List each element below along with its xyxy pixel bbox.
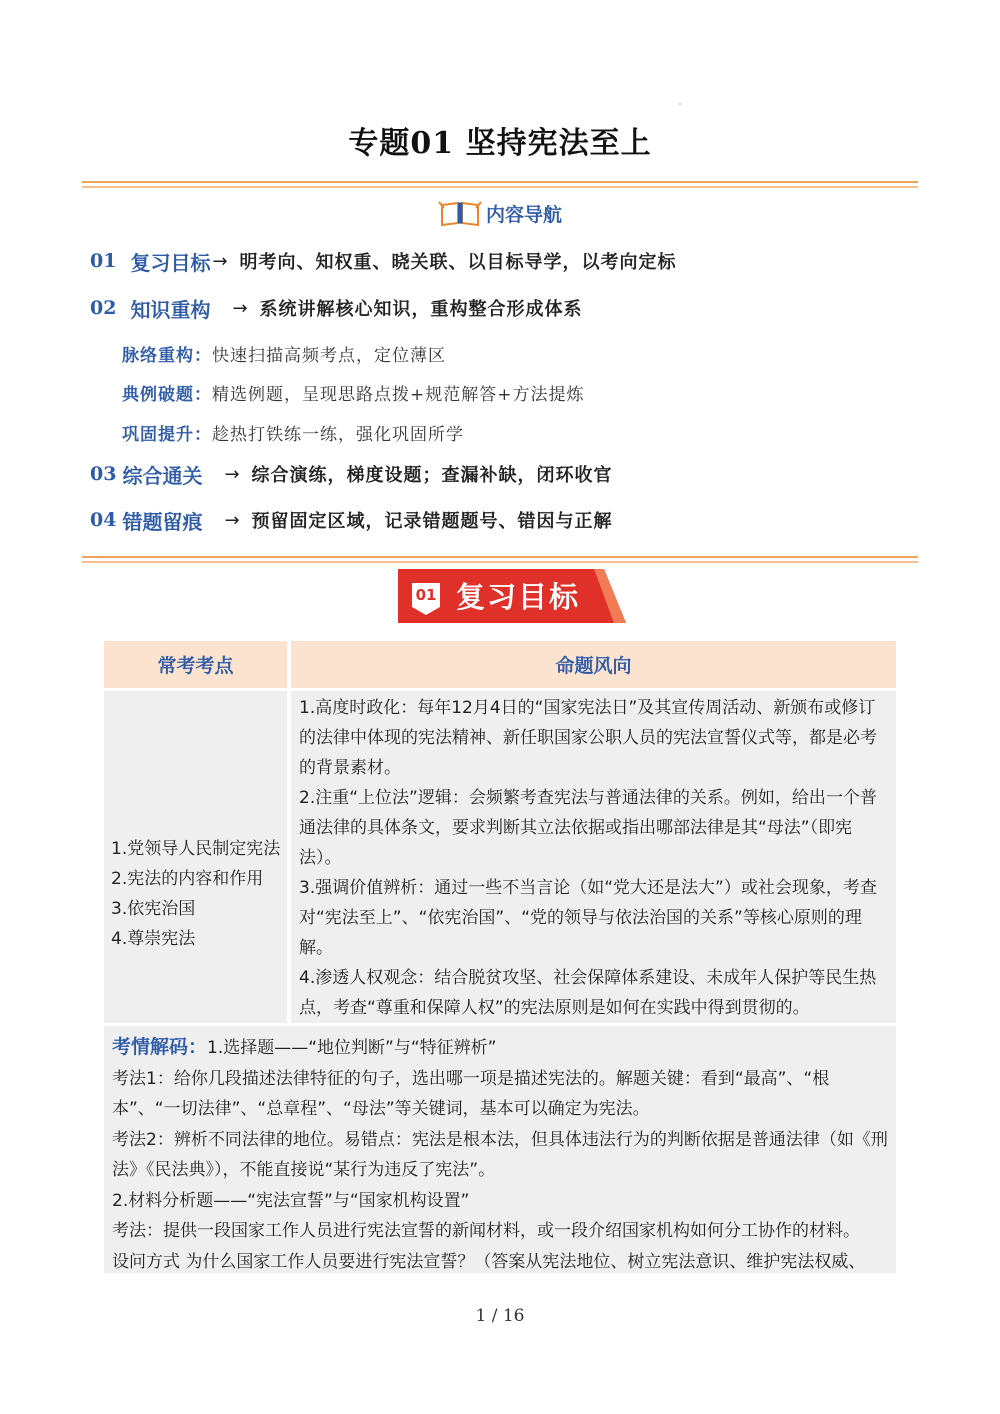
- nav-subitem: [122, 339, 446, 367]
- page-title: 专题01 坚持宪法至上: [348, 126, 652, 161]
- page-number: 1 / 16: [475, 1306, 525, 1326]
- arrow-icon: →: [224, 509, 240, 531]
- book-icon: [438, 199, 482, 227]
- arrow-icon: →: [224, 463, 240, 485]
- list-item: 1.党领导人民制定宪法: [111, 839, 281, 859]
- kaoqing-label: 考情解码：: [112, 1036, 208, 1058]
- nav-subitem: [122, 418, 464, 446]
- top-divider: [82, 181, 918, 188]
- list-item: 4.尊崇宪法: [111, 929, 196, 949]
- nav-item-review-goals: [90, 246, 677, 276]
- list-item: 1.高度时政化：每年12月4日的“国家宪法日”及其宣传周活动、新颁布或修订的法律中体现的宪法精神、新任职国家公职人员的宪法宣誓仪式等，都是必考的背景素材。: [299, 698, 877, 778]
- nav-item-number: 04: [90, 509, 117, 531]
- paragraph: 2.材料分析题——“宪法宣誓”与“国家机构设置”: [112, 1190, 470, 1211]
- nav-item-label: 知识重构: [130, 297, 211, 322]
- paragraph: 考法：提供一段国家工作人员进行宪法宣誓的新闻材料，或一段介绍国家机构如何分工协作的材料。: [112, 1221, 860, 1241]
- exam-table: [104, 641, 896, 1273]
- section-title: 复习目标: [456, 580, 581, 614]
- points-cell: [104, 691, 287, 1023]
- paragraph: 设问方式 为什么国家工作人员要进行宪法宣誓？（答案从宪法地位、树立宪法意识、维护宪法权威、: [112, 1251, 866, 1272]
- nav-item-comprehensive: [90, 459, 613, 489]
- paragraph: 考法2：辨析不同法律的地位。易错点：宪法是根本法，但具体违法行为的判断依据是普通法律（如《刑法》《民法典》），不能直接说“某行为违反了宪法”。: [112, 1129, 888, 1180]
- nav-item-knowledge: [90, 293, 583, 323]
- nav-subitem-desc: 精选例题，呈现思路点拨+规范解答+方法提炼: [212, 384, 585, 405]
- speck-dot: [679, 103, 681, 105]
- list-item: 2.注重“上位法”逻辑：会频繁考查宪法与普通法律的关系。例如，给出一个普通法律的具体条文，要求判断其立法依据或指出哪部法律是其“母法”（即宪法）。: [299, 788, 877, 868]
- paragraph: 考法1：给你几段描述法律特征的句子，选出哪一项是描述宪法的。解题关键：看到“最高”、“根本”、“一切法律”、“总章程”、“母法”等关键词，基本可以确定为宪法。: [112, 1068, 830, 1119]
- nav-subitem-label: 典例破题：: [122, 384, 212, 405]
- nav-header: [438, 198, 562, 228]
- table-header-trends: 命题风向: [291, 641, 896, 688]
- nav-subitem-label: 巩固提升：: [122, 424, 212, 445]
- bottom-divider: [82, 556, 918, 563]
- section-banner: [398, 569, 626, 623]
- arrow-icon: →: [232, 297, 248, 319]
- trends-cell: [291, 691, 896, 1023]
- paragraph: 1.选择题——“地位判断”与“特征辨析”: [207, 1038, 497, 1058]
- list-item: 4.渗透人权观念：结合脱贫攻坚、社会保障体系建设、未成年人保护等民生热点，考查“尊重和保障人权”的宪法原则是如何在实践中得到贯彻的。: [299, 968, 877, 1018]
- nav-subitem-desc: 快速扫描高频考点，定位薄区: [212, 345, 446, 366]
- table-header-points: 常考考点: [104, 641, 287, 688]
- nav-item-number: 03: [90, 463, 117, 485]
- list-item: 3.强调价值辨析：通过一些不当言论（如“党大还是法大”）或社会现象，考查对“宪法至上”、“依宪治国”、“党的领导与依法治国的关系”等核心原则的理解。: [299, 878, 877, 958]
- nav-item-desc: 综合演练，梯度设题；查漏补缺，闭环收官: [251, 465, 613, 486]
- nav-item-desc: 明考向、知权重、晓关联、以目标导学，以考向定标: [239, 252, 677, 273]
- nav-subitem-desc: 趁热打铁练一练，强化巩固所学: [212, 424, 464, 445]
- section-number: 01: [415, 586, 437, 604]
- nav-item-number: 01: [90, 250, 117, 272]
- arrow-icon: →: [212, 250, 228, 272]
- nav-subitem: [122, 378, 585, 406]
- nav-item-label: 综合通关: [122, 463, 203, 488]
- nav-item-label: 错题留痕: [122, 509, 203, 534]
- nav-item-desc: 系统讲解核心知识，重构整合形成体系: [259, 299, 583, 320]
- list-item: 3.依宪治国: [111, 899, 196, 919]
- list-item: 2.宪法的内容和作用: [111, 869, 264, 889]
- nav-title: 内容导航: [486, 203, 563, 226]
- nav-item-number: 02: [90, 297, 117, 319]
- nav-subitem-label: 脉络重构：: [122, 345, 212, 366]
- nav-item-mistakes: [90, 505, 613, 535]
- kaoqing-cell: [104, 1026, 896, 1273]
- nav-item-label: 复习目标: [130, 250, 211, 275]
- nav-item-desc: 预留固定区域，记录错题题号、错因与正解: [251, 511, 613, 532]
